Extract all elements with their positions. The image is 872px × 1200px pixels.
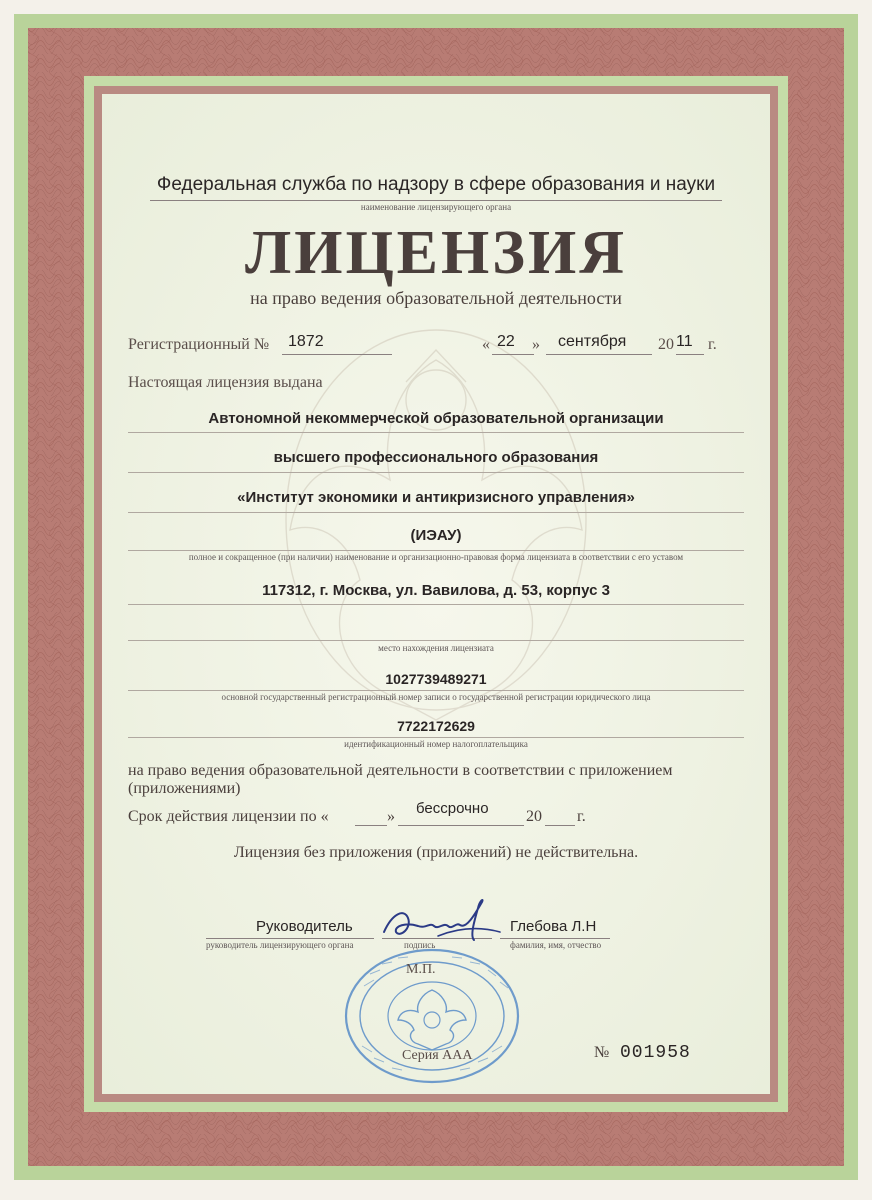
- right-text-line1: на право ведения образовательной деятельности в соответствии с приложением: [128, 762, 673, 779]
- ogrn-number: 1027739489271: [385, 671, 487, 687]
- signature-caption: подпись: [404, 940, 436, 950]
- validity-year-prefix: 20: [526, 808, 542, 825]
- date-year-line: [676, 354, 704, 355]
- date-day: 22: [497, 333, 515, 350]
- date-month-line: [546, 354, 652, 355]
- signer-role-caption: руководитель лицензирующего органа: [206, 940, 354, 950]
- address-underline: [128, 604, 744, 605]
- seal-mark: М.П.: [406, 962, 436, 977]
- authority-underline: [150, 200, 722, 201]
- address-underline-2: [128, 640, 744, 641]
- blank-number-label: №: [594, 1044, 610, 1061]
- validity-day-line: [355, 825, 387, 826]
- validity-year-line: [545, 825, 575, 826]
- signer-name: Глебова Л.Н: [510, 918, 597, 935]
- document-title: ЛИЦЕНЗИЯ: [245, 219, 627, 287]
- validity-year-unit: г.: [577, 808, 586, 825]
- registration-number: 1872: [288, 333, 324, 350]
- authority-caption: наименование лицензирующего органа: [360, 202, 512, 212]
- date-quote-open: «: [482, 336, 490, 353]
- handwritten-signature: [378, 892, 508, 952]
- validity-label: Срок действия лицензии по «: [128, 808, 329, 825]
- inn-number: 7722172629: [397, 718, 475, 734]
- org-short-underline: [128, 550, 744, 551]
- signer-role-underline: [206, 938, 374, 939]
- date-quote-close: »: [532, 336, 540, 353]
- licensee-address: 117312, г. Москва, ул. Вавилова, д. 53, корпус 3: [262, 582, 610, 599]
- validity-value: бессрочно: [416, 800, 489, 817]
- date-year-suffix: 11: [676, 333, 693, 350]
- org-line3-underline: [128, 512, 744, 513]
- org-line2-underline: [128, 472, 744, 473]
- signer-name-caption: фамилия, имя, отчество: [510, 940, 602, 950]
- registration-label: Регистрационный №: [128, 336, 270, 353]
- registration-number-line: [282, 354, 392, 355]
- ogrn-underline: [128, 690, 744, 691]
- org-name-line2: высшего профессионального образования: [273, 449, 599, 466]
- inn-caption: идентификационный номер налогоплательщика: [344, 739, 528, 749]
- org-name-line1: Автономной некоммерческой образовательной организации: [208, 410, 664, 427]
- date-year-prefix: 20: [658, 336, 674, 353]
- validity-quote-close: »: [387, 808, 395, 825]
- address-caption: место нахождения лицензиата: [378, 643, 494, 653]
- inn-underline: [128, 737, 744, 738]
- signer-role: Руководитель: [256, 918, 353, 935]
- validity-notice: Лицензия без приложения (приложений) не действительна.: [233, 844, 639, 861]
- ogrn-caption: основной государственный регистрационный номер записи о государственной регистрации юридического лица: [221, 692, 651, 702]
- org-caption: полное и сокращенное (при наличии) наименование и организационно-правовая форма лицензиата в соответствии с его уставом: [188, 552, 684, 562]
- signer-name-underline: [500, 938, 610, 939]
- series-label: Серия ААА: [402, 1048, 473, 1063]
- validity-month-line: [398, 825, 524, 826]
- date-year-unit: г.: [708, 336, 717, 353]
- document-subtitle: на право ведения образовательной деятельности: [250, 288, 622, 308]
- blank-number: 001958: [620, 1043, 691, 1063]
- issued-label: Настоящая лицензия выдана: [128, 374, 323, 391]
- date-month: сентября: [558, 333, 627, 350]
- date-day-line: [492, 354, 534, 355]
- authority-name: Федеральная служба по надзору в сфере образования и науки: [156, 174, 716, 195]
- org-short-name: (ИЭАУ): [410, 527, 462, 544]
- org-name-line3: «Институт экономики и антикризисного управления»: [237, 489, 635, 506]
- org-line1-underline: [128, 432, 744, 433]
- right-text-line2: (приложениями): [128, 780, 241, 797]
